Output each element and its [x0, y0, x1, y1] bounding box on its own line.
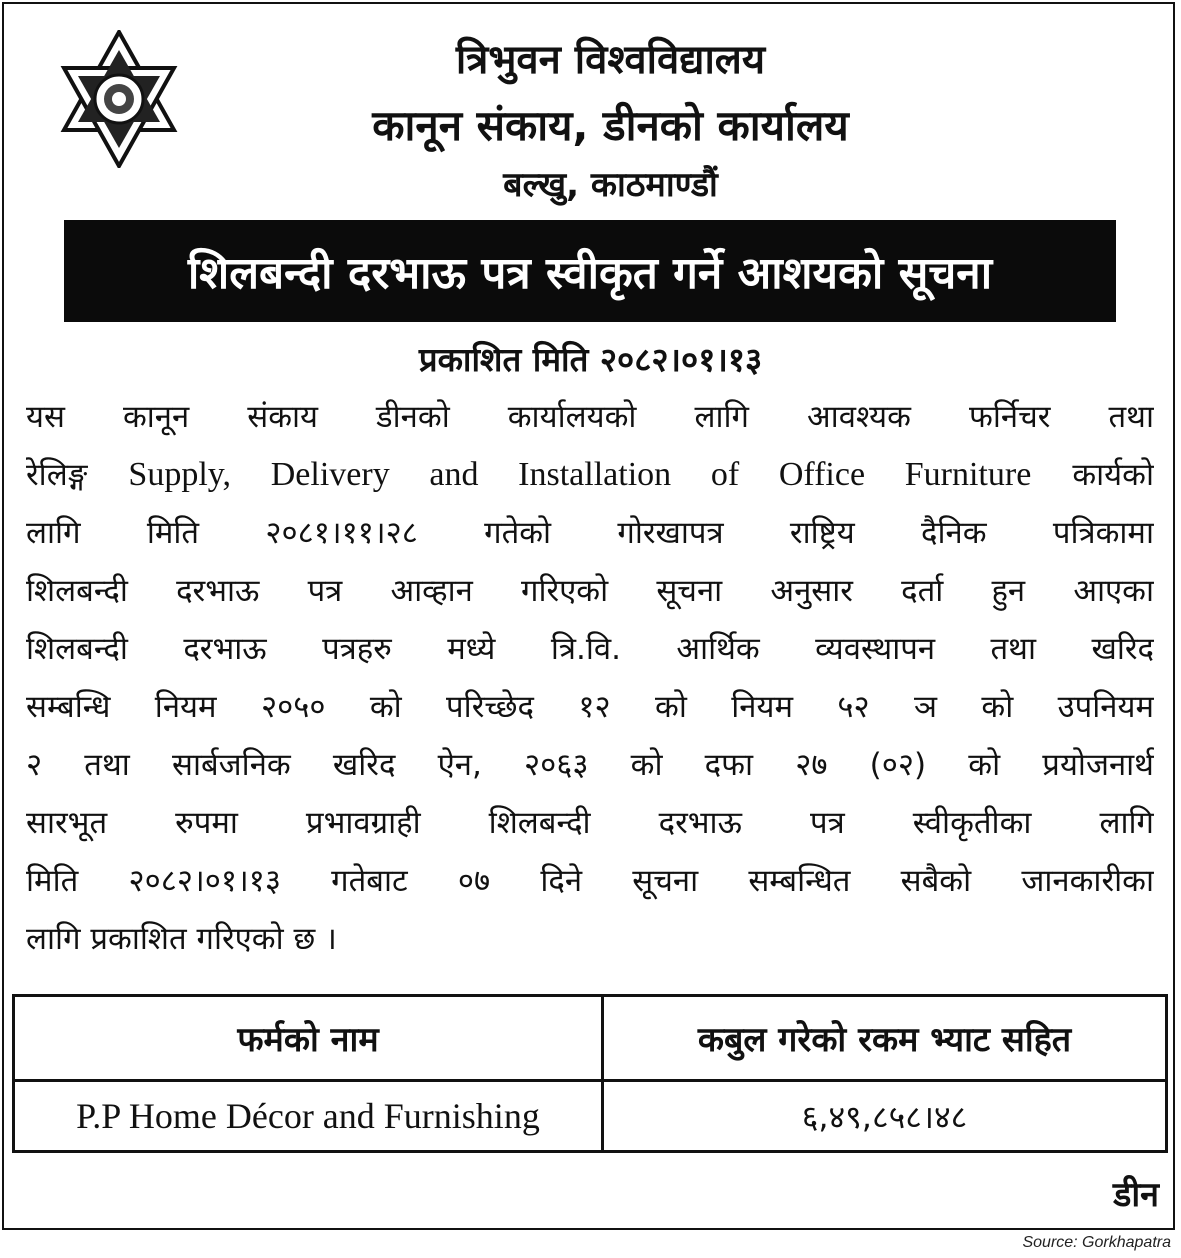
column-header-amount: कबुल गरेको रकम भ्याट सहित: [603, 996, 1167, 1081]
body-line: यस कानून संकाय डीनको कार्यालयको लागि आवश्यक फर्निचर तथा: [26, 399, 1154, 435]
body-line: लागि मिति २०८१।११।२८ गतेको गोरखापत्र राष्ट्रिय दैनिक पत्रिकामा: [26, 515, 1154, 551]
body-line: लागि प्रकाशित गरिएको छ ।: [26, 921, 337, 957]
published-date: प्रकाशित मिति २०८२।०१।१३: [418, 340, 763, 379]
source-credit: Source: Gorkhapatra: [1022, 1234, 1171, 1251]
body-line: सारभूत रुपमा प्रभावग्राही शिलबन्दी दरभाऊ पत्र स्वीकृतीका लागि: [26, 805, 1154, 841]
body-line: शिलबन्दी दरभाऊ पत्रहरु मध्ये त्रि.वि. आर्थिक व्यवस्थापन तथा खरिद: [26, 631, 1154, 667]
bid-amount-cell: ६,४९,८५८।४८: [603, 1081, 1167, 1152]
body-line: शिलबन्दी दरभाऊ पत्र आव्हान गरिएको सूचना अनुसार दर्ता हुन आएका: [26, 573, 1154, 609]
firm-bid-table: [12, 994, 1168, 1153]
table-row: [14, 1081, 1167, 1152]
notice-title-banner: [64, 220, 1116, 322]
table-header-row: [14, 996, 1167, 1081]
body-line: मिति २०८२।०१।१३ गतेबाट ०७ दिने सूचना सम्बन्धित सबैको जानकारीका: [26, 863, 1154, 899]
body-line-english: Supply, Delivery and Installation of Office Furniture: [128, 456, 1032, 493]
firm-name-cell: P.P Home Décor and Furnishing: [14, 1081, 603, 1152]
body-line: [26, 446, 1154, 504]
column-header-firm-name: फर्मको नाम: [14, 996, 603, 1081]
body-line-suffix: कार्यको: [1072, 457, 1154, 493]
office-name: कानून संकाय, डीनको कार्यालय: [372, 101, 849, 150]
signature-dean: डीन: [1113, 1175, 1159, 1215]
university-name: त्रिभुवन विश्वविद्यालय: [455, 37, 766, 83]
notice-title: शिलबन्दी दरभाऊ पत्र स्वीकृत गर्ने आशयको सूचना: [187, 248, 993, 299]
body-line: २ तथा सार्बजनिक खरिद ऐन, २०६३ को दफा २७ (०२) को प्रयोजनार्थ: [26, 747, 1154, 783]
body-line: सम्बन्धि नियम २०५० को परिच्छेद १२ को नियम ५२ ञ को उपनियम: [26, 689, 1154, 725]
office-address: बल्खु, काठमाण्डौं: [503, 165, 718, 205]
notice-body: [26, 388, 1154, 968]
body-line-prefix: रेलिङ्ग: [26, 457, 88, 493]
